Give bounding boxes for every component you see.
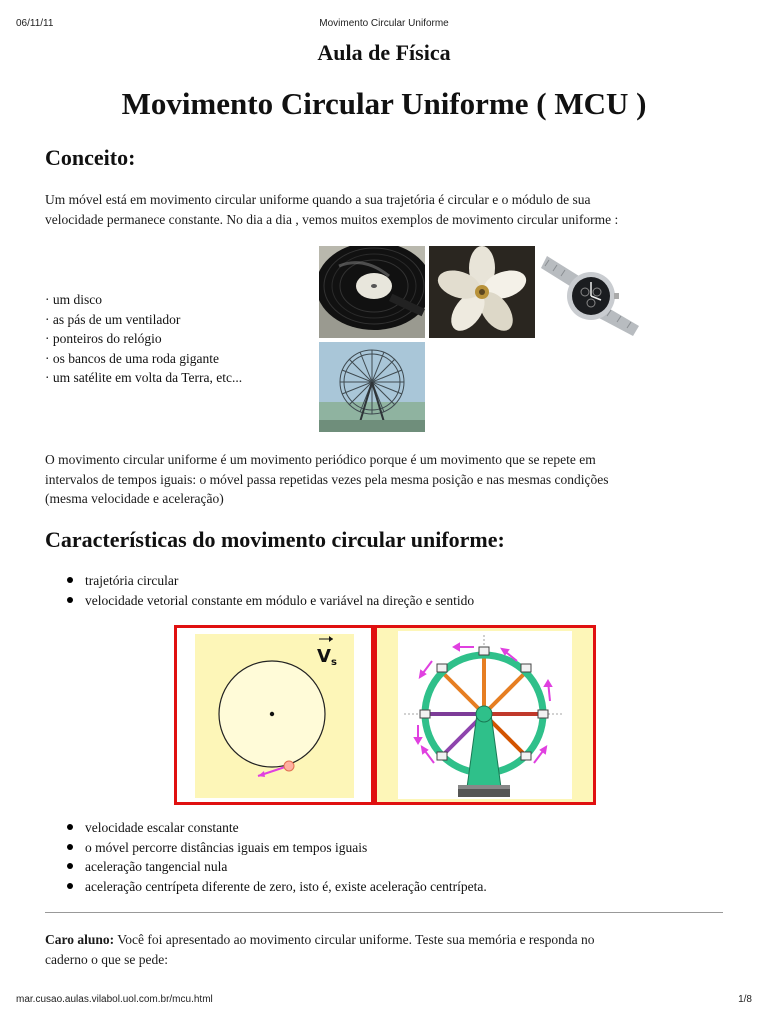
record-photo (319, 246, 425, 338)
page-title: Movimento Circular Uniforme ( MCU ) (121, 86, 647, 121)
periodic-line-2: intervalos de tempos iguais: o móvel passa repetidas vezes pela mesma posição e nas mesmas condições (45, 471, 609, 487)
list-item: velocidade escalar constante (64, 818, 487, 838)
list-item: · os bancos de uma roda gigante (45, 350, 219, 366)
print-page-title: Movimento Circular Uniforme (319, 18, 449, 29)
list-item: · ponteiros do relógio (45, 331, 162, 346)
velocity-symbol: V (317, 646, 331, 667)
periodic-line-1: O movimento circular uniforme é um movimento periódico porque é um movimento que se repete em (45, 452, 596, 467)
examples-list (45, 290, 242, 388)
velocity-subscript: s (331, 657, 337, 668)
divider (45, 912, 723, 913)
characteristics-list-b (64, 818, 487, 896)
student-text-2: caderno o que se pede: (45, 951, 168, 967)
ferris-wheel-photo (319, 342, 425, 432)
fan-photo (429, 246, 535, 338)
student-label: Caro aluno: (45, 932, 115, 947)
ferris-wheel-diagram (374, 625, 596, 805)
print-header (16, 18, 752, 32)
periodic-paragraph (45, 450, 715, 509)
characteristics-list-a (64, 571, 474, 610)
print-date: 06/11/11 (16, 18, 54, 29)
characteristics-heading: Características do movimento circular uniforme: (45, 527, 505, 552)
student-note (45, 930, 715, 969)
list-item: aceleração tangencial nula (64, 857, 487, 877)
list-item: · as pás de um ventilador (45, 311, 181, 327)
concept-heading: Conceito: (45, 145, 136, 170)
student-text-1: Você foi apresentado ao movimento circular uniforme. Teste sua memória e responda no (114, 932, 595, 947)
list-item: · um disco (45, 292, 102, 307)
print-url: mar.cusao.aulas.vilabol.uol.com.br/mcu.html (16, 994, 213, 1005)
list-item: aceleração centrípeta diferente de zero, isto é, existe aceleração centrípeta. (64, 877, 487, 897)
intro-line-1: Um móvel está em movimento circular uniforme quando a sua trajetória é circular e o módulo de sua (45, 192, 591, 207)
print-page-number: 1/8 (738, 994, 752, 1005)
circular-motion-diagram (174, 625, 374, 805)
periodic-line-3: (mesma velocidade e aceleração) (45, 491, 224, 506)
intro-paragraph (45, 190, 715, 229)
list-item: · um satélite em volta da Terra, etc... (45, 370, 243, 385)
intro-line-2: velocidade permanece constante. No dia a dia , vemos muitos exemplos de movimento circular uniforme : (45, 211, 619, 227)
watch-photo (539, 246, 645, 338)
list-item: trajetória circular (64, 571, 474, 591)
print-footer (16, 994, 752, 1008)
list-item: velocidade vetorial constante em módulo e variável na direção e sentido (64, 591, 474, 611)
lesson-label: Aula de Física (317, 40, 451, 65)
list-item: o móvel percorre distâncias iguais em tempos iguais (64, 838, 487, 858)
